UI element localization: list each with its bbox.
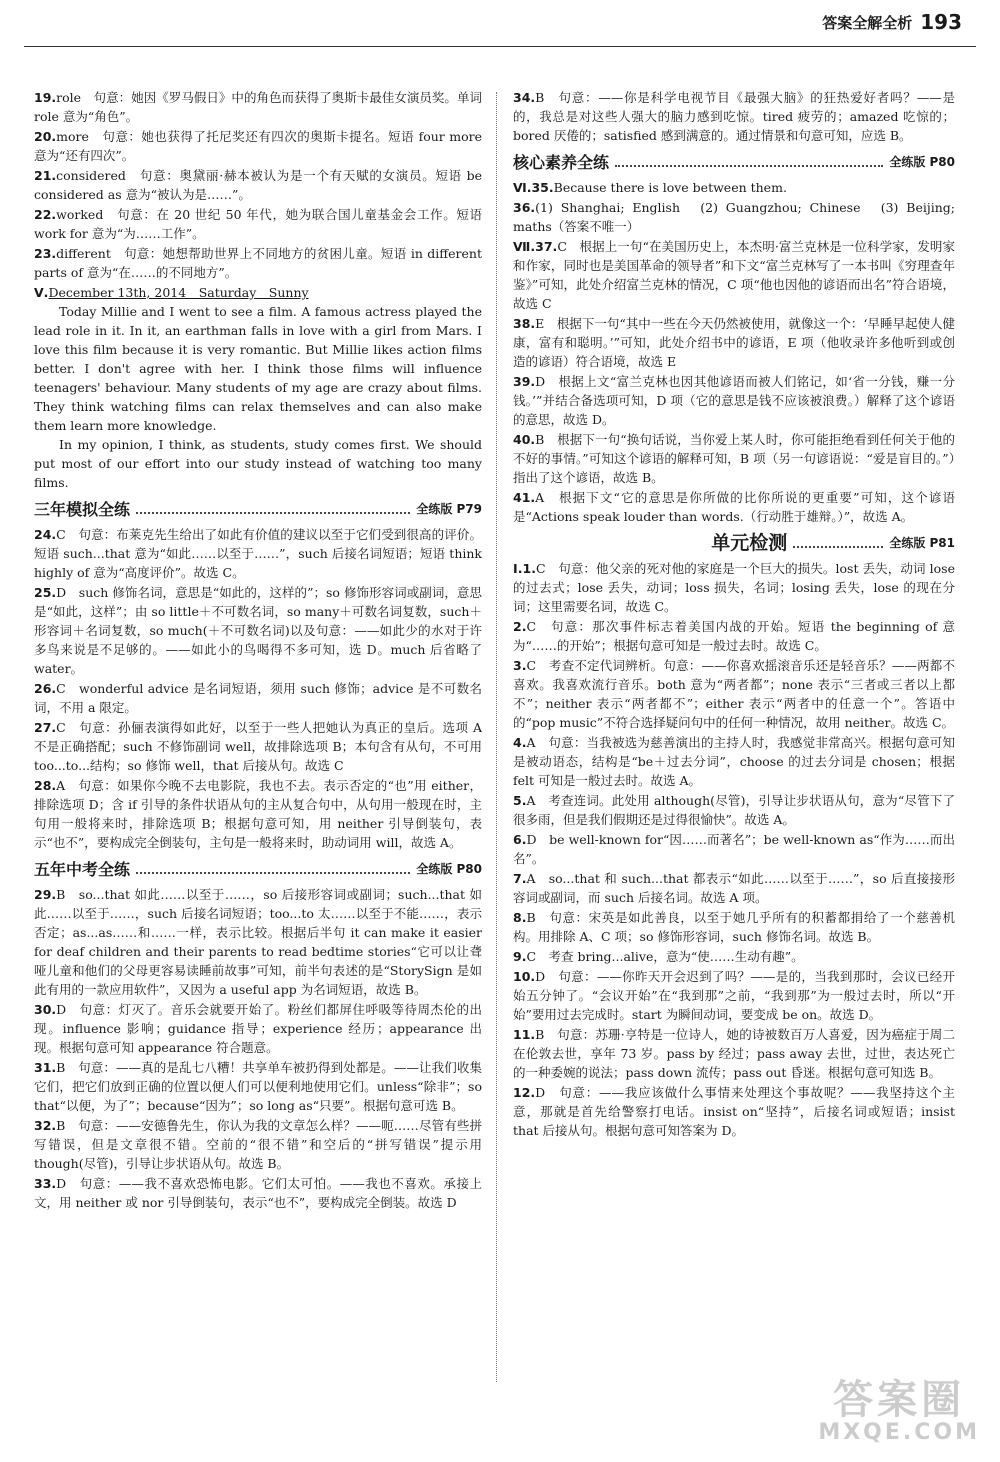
answer-text: different 句意：她想帮助世界上不同地方的贫困儿童。短语 in different parts of 意为“在……的不同地方”。 — [34, 246, 482, 280]
answer-number: Ⅶ.37. — [513, 239, 558, 254]
answers-group — [34, 885, 482, 1212]
section-leader-dots — [615, 165, 883, 167]
answer-text: B 句意：——安德鲁先生，你认为我的文章怎么样？——呃……尽管有些拼写错误，但是文章很不错。空前的“很不错”和空后的“拼写错误”提示用 though(尽管)，引导让步状语从句。故选 B。 — [34, 1118, 482, 1171]
watermark-url: MXQE.COM — [818, 1420, 980, 1445]
answer-number: 24. — [34, 527, 57, 542]
answer-item — [34, 127, 482, 165]
answer-number: 4. — [513, 735, 527, 750]
answer-text: B 句意：——你是科学电视节目《最强大脑》的狂热爱好者吗？——是的，我总是对这些人强大的脑力感到吃惊。tired 疲劳的；amazed 吃惊的；bored 厌倦的；satisfied 感到满意的。通过情景和句意可知，应选 B。 — [513, 90, 955, 143]
answers-group — [513, 178, 955, 526]
section-leader-dots — [793, 546, 883, 548]
answers-group — [513, 88, 955, 145]
diary-essay — [34, 283, 482, 492]
answer-text: D 句意：——我不喜欢恐怖电影。它们太可怕。——我也不喜欢。承接上文，用 neither 或 nor 引导倒装句，表示“也不”，要构成完全倒装。故选 D — [34, 1176, 482, 1210]
answer-item — [34, 885, 482, 999]
answer-item — [513, 947, 955, 966]
section-heading — [34, 860, 482, 879]
answer-item — [513, 178, 955, 197]
page-header — [822, 0, 962, 44]
diary-paragraph: In my opinion, I think, as students, study comes first. We should put most of our effort into our study instead of watching too many films. — [34, 437, 482, 490]
answer-number: 10. — [513, 969, 536, 984]
answer-number: 5. — [513, 793, 527, 808]
page-number: 193 — [920, 10, 962, 34]
answer-text: worked 句意：在 20 世纪 50 年代，她为联合国儿童基金会工作。短语 work for 意为“为……工作”。 — [34, 207, 482, 241]
watermark-text: 答案圈 — [833, 1377, 966, 1423]
answer-text: role 句意：她因《罗马假日》中的角色而获得了奥斯卡最佳女演员奖。单词 role 意为“角色”。 — [34, 90, 482, 124]
answer-number: 11. — [513, 1027, 536, 1042]
section-version: 全练版 P79 — [416, 502, 482, 516]
answer-item — [513, 488, 955, 526]
answer-number: 27. — [34, 720, 57, 735]
answer-item — [513, 830, 955, 868]
answer-item — [513, 908, 955, 946]
right-column — [513, 88, 955, 1141]
answer-item — [34, 88, 482, 126]
answer-number: 7. — [513, 871, 527, 886]
answer-number: 39. — [513, 374, 536, 389]
answer-text: A 句意：如果你今晚不去电影院，我也不去。表示否定的“也”用 either，排除选项 D；含 if 引导的条件状语从句的主从复合句中，从句用一般现在时，主句用一般将来时，排除选项 B；根据句意可知，用 neither 引导倒装句，表示“也不”，要构成完全倒装句，主句是一般将来时，助动词用 will，故选 A。 — [34, 778, 482, 850]
answer-number: 31. — [34, 1060, 57, 1075]
answer-number: 25. — [34, 585, 57, 600]
answer-item — [513, 656, 955, 732]
answer-item — [513, 198, 955, 236]
answer-item — [513, 237, 955, 313]
diary-paragraph: Today Millie and I went to see a film. A famous actress played the lead role in it. In it, an earthman falls in love with a girl from Mars. I love this film because it is very romantic. But Millie likes action films better. I don't agree with her. I think those films will influence teenagers' behaviour. Many students of my age are crazy about films. They think watching films can relax themselves and can also make them learn more knowledge. — [34, 304, 482, 433]
section-title: 核心素养全练 — [513, 153, 610, 172]
answer-item — [34, 718, 482, 775]
answer-text: A 句意：当我被选为慈善演出的主持人时，我感觉非常高兴。根据句意可知是被动语态，结构是“be＋过去分词”，choose 的过去分词是 chosen；根据 felt 可知是一般过去时。故选 A。 — [513, 735, 955, 788]
answer-item — [513, 1083, 955, 1140]
answer-text: C 句意：布莱克先生给出了如此有价值的建议以至于它们受到很高的评价。短语 such...that 意为“如此……以至于……”，such 后接名词短语；短语 think highly of 意为“高度评价”。故选 C。 — [34, 527, 482, 580]
answer-number: 6. — [513, 832, 527, 847]
answer-number: 8. — [513, 910, 527, 925]
answer-item — [513, 967, 955, 1024]
answer-number: 20. — [34, 129, 57, 144]
section-leader-dots — [136, 872, 410, 874]
answer-item — [513, 791, 955, 829]
answer-number: 19. — [34, 90, 57, 105]
answer-item — [34, 1000, 482, 1057]
answer-number: 23. — [34, 246, 57, 261]
answer-text: B so...that 如此……以至于……，so 后接形容词或副词；such...that 如此……以至于……，such 后接名词短语；too...to 太……以至于不能……，表示否定；as...as……和……一样，表示比较。根据后半句 it can make it easier for deaf children and their parents to read bedtime stories“它可以让聋哑儿童和他们的父母更容易读睡前故事”可知，前半句表述的是“StorySign 是如此有用的一款应用软件”，又因为 a useful app 为名词短语，故选 B。 — [34, 887, 482, 997]
answer-item — [34, 244, 482, 282]
answer-item — [513, 88, 955, 145]
answer-number: Ⅵ.35. — [513, 180, 554, 195]
answer-text: C 考查 bring...alive，意为“使……生动有趣”。 — [526, 949, 804, 964]
answer-text: A so...that 和 such...that 都表示“如此……以至于……”，so 后直接接形容词或副词，而 such 后接名词。故选 A 项。 — [513, 871, 955, 905]
answer-item — [34, 679, 482, 717]
answer-text: D 句意：——我应该做什么事情来处理这个事故呢？——我坚持这个主意，那就是首先给警察打电话。insist on“坚持”，后接名词或短语；insist that 后接从句。根据句意可知答案为 D。 — [513, 1085, 955, 1138]
answer-text: more 句意：她也获得了托尼奖还有四次的奥斯卡提名。短语 four more 意为“还有四次”。 — [34, 129, 482, 163]
answer-number: 40. — [513, 432, 536, 447]
answer-number: 36. — [513, 200, 536, 215]
column-divider — [496, 92, 497, 1382]
header-rule — [24, 46, 976, 47]
answer-item — [513, 617, 955, 655]
answer-item — [513, 314, 955, 371]
answer-text: D such 修饰名词，意思是“如此的，这样的”；so 修饰形容词或副词，意思是“如此，这样”；由 so little＋不可数名词，so many＋可数名词复数，such＋形容词＋名词复数，so much(＋不可数名词)以及句意：——如此少的水对于许多鸟来说是不足够的。——如此小的鸟喝得不多可知，选 D。much 后省略了 water。 — [34, 585, 482, 676]
answer-item — [34, 1116, 482, 1173]
answer-text: considered 句意：奥黛丽·赫本被认为是一个有天赋的女演员。短语 be considered as 意为“被认为是……”。 — [34, 168, 482, 202]
answer-text: E 根据下一句“其中一些在今天仍然被使用，就像这一个：‘早睡早起使人健康，富有和聪明。’”可知，此处介绍书中的谚语，E 项（他收录许多他听到或创造的谚语）符合语境，故选 E — [513, 316, 955, 369]
header-title: 答案全解全析 — [822, 13, 913, 32]
section-version: 全练版 P81 — [889, 536, 955, 550]
answer-text: B 根据下一句“换句话说，当你爱上某人时，你可能拒绝看到任何关于他的不好的事情。”可知这个谚语的解释可知，B 项（另一句谚语说：“爱是盲目的。”）指出了这个谚语，故选 B。 — [513, 432, 955, 485]
answer-item — [513, 430, 955, 487]
answer-text: C 根据上一句“在美国历史上，本杰明·富兰克林是一位科学家，发明家和作家，同时也是美国革命的领导者”和下文“富兰克林写了一本书叫《穷理查年鉴》”可知，此处介绍富兰克林的情况，C 项“他也因他的谚语而出名”符合语境，故选 C — [513, 239, 955, 311]
answer-item — [513, 372, 955, 429]
answer-number: 3. — [513, 658, 527, 673]
diary-heading: December 13th, 2014 Saturday Sunny — [48, 285, 309, 300]
section-heading — [34, 500, 482, 519]
answer-number: 22. — [34, 207, 57, 222]
section-title: 三年模拟全练 — [34, 500, 131, 519]
answer-text: D 句意：——你昨天开会迟到了吗？——是的，当我到那时，会议已经开始五分钟了。“会议开始”在“我到那”之前，“我到那”为一般过去时，所以“开始”要用过去完成时。start 为瞬间动词，要变成 be on。故选 D。 — [513, 969, 955, 1022]
answer-number: 33. — [34, 1176, 57, 1191]
section-heading — [513, 153, 955, 172]
section-title: 单元检测 — [711, 532, 788, 554]
answer-number: 9. — [513, 949, 527, 964]
answer-item — [513, 869, 955, 907]
answer-item — [34, 205, 482, 243]
section-title: 五年中考全练 — [34, 860, 131, 879]
answer-number: 12. — [513, 1085, 536, 1100]
answer-number: 29. — [34, 887, 57, 902]
section-version: 全练版 P80 — [416, 862, 482, 876]
answer-text: D be well-known for“因……而著名”；be well-known as“作为……而出名”。 — [513, 832, 955, 866]
answer-number: 26. — [34, 681, 57, 696]
answer-text: B 句意：苏珊·亨特是一位诗人，她的诗被数百万人喜爱，因为癌症于周二在伦敦去世，享年 73 岁。pass by 经过；pass away 去世，过世，表达死亡的一种委婉的说法；pass down 流传；pass out 昏迷。根据句意可知选 B。 — [513, 1027, 955, 1080]
answer-item — [34, 776, 482, 852]
section-heading — [513, 534, 955, 553]
answer-number: 38. — [513, 316, 536, 331]
answer-number: Ⅰ.1. — [513, 561, 536, 576]
answer-item — [513, 733, 955, 790]
answer-number: 2. — [513, 619, 527, 634]
answer-item — [513, 1025, 955, 1082]
answer-number: 21. — [34, 168, 57, 183]
answer-text: Because there is love between them. — [553, 180, 787, 195]
answer-text: C 句意：他父亲的死对他的家庭是一个巨大的损失。lost 丢失，动词 lose 的过去式；lose 丢失，动词；loss 损失，名词；losing 丢失，lose 的现在分词；这里需要名词，故选 C。 — [513, 561, 955, 614]
answers-group — [34, 525, 482, 852]
answers-group — [34, 88, 482, 282]
answer-item — [34, 1058, 482, 1115]
section-version: 全练版 P80 — [889, 155, 955, 169]
watermark-logo — [818, 1377, 980, 1445]
answer-item — [34, 166, 482, 204]
answer-text: A 考查连词。此处用 although(尽管)，引导让步状语从句，意为“尽管下了很多雨，但是我们假期还是过得很愉快”。故选 A。 — [513, 793, 955, 827]
answer-number: 30. — [34, 1002, 57, 1017]
answer-item — [34, 525, 482, 582]
left-column — [34, 88, 482, 1213]
answer-text: D 句意：灯灭了。音乐会就要开始了。粉丝们都屏住呼吸等待周杰伦的出现。influence 影响；guidance 指导；experience 经历；appearance 出现。根据句意可知 appearance 符合题意。 — [34, 1002, 482, 1055]
answer-number: 32. — [34, 1118, 57, 1133]
section-leader-dots — [136, 512, 410, 514]
answer-text: B 句意：宋英是如此善良，以至于她几乎所有的积蓄都捐给了一个慈善机构。用排除 A、C 项；so 修饰形容词，such 修饰名词。故选 B。 — [513, 910, 955, 944]
answer-text: C wonderful advice 是名词短语，须用 such 修饰；advice 是不可数名词，不用 a 限定。 — [34, 681, 482, 715]
answer-text: C 考查不定代词辨析。句意：——你喜欢摇滚音乐还是轻音乐？——两都不喜欢。我喜欢流行音乐。both 意为“两者都”；none 表示“三者或三者以上都不”；neither 表示“两者都不”；either 表示“两者中的任意一个”。答语中的“pop music”不符合选择疑问句中的任何一种情况，故用 neither。故选 C。 — [513, 658, 955, 730]
answer-number: 41. — [513, 490, 536, 505]
answer-text: A 根据下文“它的意思是你所做的比你所说的更重要”可知，这个谚语是“Actions speak louder than words.（行动胜于雄辩。）”，故选 A。 — [513, 490, 955, 524]
answer-text: (1) Shanghai; English (2) Guangzhou; Chinese (3) Beijing; maths（答案不唯一） — [513, 200, 955, 234]
answer-number: 28. — [34, 778, 57, 793]
answer-text: B 句意：——真的是乱七八糟！共享单车被扔得到处都是。——让我们收集它们，把它们放到正确的位置以便人们可以便利地使用它们。unless“除非”；so that“以便，为了”；because“因为”；so long as“只要”。根据句意可选 B。 — [34, 1060, 482, 1113]
answer-item — [34, 583, 482, 678]
answer-text: C 句意：那次事件标志着美国内战的开始。短语 the beginning of 意为“……的开始”；根据句意可知是一般过去时。故选 C。 — [513, 619, 955, 653]
answer-number: 34. — [513, 90, 536, 105]
answer-text: D 根据上文“富兰克林也因其他谚语而被人们铭记，如‘省一分钱，赚一分钱。’”并结合备选项可知，D 项（它的意思是钱不应该被浪费。）解释了这个谚语的意思，故选 D。 — [513, 374, 955, 427]
answer-item — [34, 1174, 482, 1212]
answer-text: C 句意：孙俪表演得如此好，以至于一些人把她认为真正的皇后。选项 A 不是正确搭配；such 不修饰副词 well，故排除选项 B；本句含有从句，不可用 too...to...结构；so 修饰 well，that 后接从句。故选 C — [34, 720, 482, 773]
answer-item — [513, 559, 955, 616]
answers-group — [513, 559, 955, 1140]
diary-label: Ⅴ. — [34, 285, 49, 300]
